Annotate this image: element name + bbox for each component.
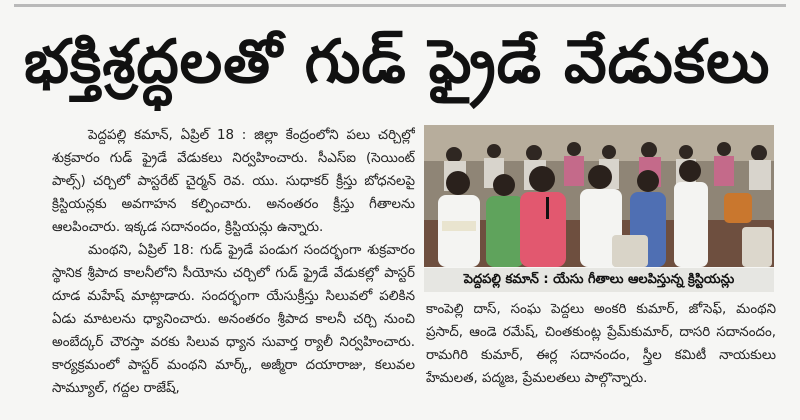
paragraph-peddapalli: పెద్దపల్లి కమాన్, ఏప్రిల్ 18 : జిల్లా కేంద్రంలోని పలు చర్చిల్లో శుక్రవారం గుడ్ ఫ్రైడే వేడుకలు నిర్వహించారు. సీఎస్ఐ (సెయింట్ పాల్స్) చర్చిలో పాస్టరేట్ చైర్మన్ రెవ. యు. సుధాకర్ క్రీస్తు బోధనలపై క్రిస్టియన్లకు అవగాహన కల్పించారు. అనంతరం క్రీస్తు గీతాలను ఆలపించారు. ఇక్కడ సదానందం, క్రిస్టియన్లు ఉన్నారు. (52, 128, 415, 235)
paragraph-manthani: మంథని, ఏప్రిల్ 18: గుడ్ ఫ్రైడే పండుగ సందర్భంగా శుక్రవారం స్థానిక శ్రీపాద కాలనీలోని సీయోను చర్చిలో గుడ్ ఫ్రైడే వేడుకల్లో పాస్టర్ దూడ మహేష్ మాట్లాడారు. సందర్భంగా యేసుక్రీస్తు సిలువలో పలికిన ఏడు మాటలను ధ్యానించారు. అనంతరం శ్రీపాద కాలనీ చర్చి నుంచి అంబేద్కర్ చౌరస్తా వరకు సిలువ ధ్యాన సువార్త ర్యాలీ నిర్వహించారు. కార్యక్రమంలో పాస్టర్ మంథని మార్క్, అజ్మీరా దయారాజు, కలువల సామ్యూల్, గద్దల రాజేష్, (52, 243, 415, 396)
photo-caption: పెద్దపల్లి కమాన్ : యేసు గీతాలు ఆలపిస్తున్న క్రిస్టియన్లు (424, 268, 774, 292)
article-body-left (52, 124, 415, 414)
headline: భక్తిశ్రద్ధలతో గుడ్ ఫ్రైడే వేడుకలు (24, 27, 771, 97)
news-photo (424, 125, 774, 267)
paragraph-continuation: కాంపెల్లి దాస్, సంఘ పెద్దలు అంకరి కుమార్, జోసెఫ్, మంథని ప్రసాద్, ఆండె రమేష్, చింతకుంట్ల ప్రేమ్‌కుమార్, దాసరి సదానందం, రామగిరి కుమార్, ఈర్ల సదానందం, స్త్రీల కమిటీ నాయకులు హేమలత, పద్మజ, ప్రేమలతలు పాల్గొన్నారు. (426, 302, 776, 386)
article-body-right (426, 298, 776, 410)
top-rule (14, 4, 786, 7)
